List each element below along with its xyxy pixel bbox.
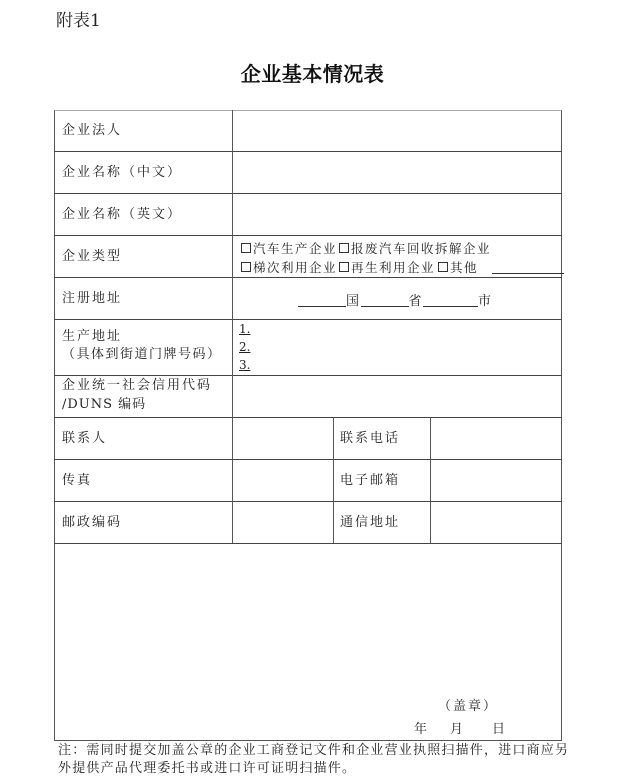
legal-person-label: 企业法人	[62, 123, 123, 138]
row-divider	[54, 375, 562, 376]
city-input[interactable]	[423, 294, 478, 307]
postcode-field[interactable]	[234, 503, 332, 542]
seal-year-label: 年	[414, 722, 430, 737]
option-auto-manufacturer[interactable]	[241, 239, 337, 257]
checkbox-icon[interactable]	[241, 262, 251, 272]
appendix-label: 附表1	[56, 11, 101, 31]
option-scrap-dismantling[interactable]	[339, 239, 491, 257]
row-divider	[54, 501, 562, 502]
enterprise-type-label: 企业类型	[62, 249, 123, 264]
option-label: 其他	[450, 260, 479, 275]
footnote: 注：需同时提交加盖公章的企业工商登记文件和企业营业执照扫描件，进口商应另外提供产品代理委托书或进口许可证明扫描件。	[58, 743, 570, 776]
checkbox-icon[interactable]	[241, 243, 251, 253]
option-label: 报废汽车回收拆解企业	[351, 241, 492, 256]
contact-person-field[interactable]	[234, 419, 332, 458]
credit-code-field[interactable]	[234, 377, 560, 416]
province-input[interactable]	[361, 294, 409, 307]
option-label: 再生利用企业	[351, 260, 436, 275]
row-divider	[54, 543, 562, 544]
legal-person-field[interactable]	[234, 112, 560, 150]
name-cn-label: 企业名称（中文）	[62, 165, 183, 180]
row-divider	[54, 193, 562, 194]
row-divider	[54, 277, 562, 278]
postcode-label: 邮政编码	[62, 515, 123, 530]
column-divider	[232, 110, 233, 543]
production-address-hint: （具体到街道门牌号码）	[62, 347, 222, 362]
seal-month-label: 月	[450, 722, 466, 737]
country-input[interactable]	[298, 294, 346, 307]
province-suffix: 省	[408, 294, 424, 309]
seal-day-label: 日	[492, 722, 508, 737]
mailing-address-label: 通信地址	[340, 515, 401, 530]
row-divider	[54, 417, 562, 418]
production-address-item-3[interactable]: 3.	[239, 358, 251, 372]
option-label: 梯次利用企业	[253, 260, 338, 275]
option-cascade-utilization[interactable]	[241, 258, 337, 276]
registered-address-field	[298, 290, 493, 309]
column-divider	[333, 417, 334, 543]
row-divider	[54, 459, 562, 460]
checkbox-icon[interactable]	[339, 262, 349, 272]
enterprise-info-table	[54, 110, 562, 741]
option-label: 汽车生产企业	[253, 241, 338, 256]
email-field[interactable]	[432, 461, 560, 500]
production-address-item-2[interactable]: 2.	[239, 340, 251, 354]
mailing-address-field[interactable]	[432, 503, 560, 542]
column-divider	[430, 417, 431, 543]
fax-label: 传真	[62, 473, 93, 488]
seal-label: （盖章）	[438, 699, 499, 714]
duns-code-label: /DUNS 编码	[62, 397, 147, 412]
other-type-input[interactable]	[492, 261, 564, 274]
option-other[interactable]	[438, 258, 564, 276]
city-suffix: 市	[478, 294, 493, 309]
production-address-label: 生产地址	[62, 329, 123, 344]
fax-field[interactable]	[234, 461, 332, 500]
checkbox-icon[interactable]	[438, 262, 448, 272]
contact-person-label: 联系人	[62, 431, 108, 446]
name-cn-field[interactable]	[234, 153, 560, 192]
contact-phone-field[interactable]	[432, 419, 560, 458]
country-suffix: 国	[346, 294, 361, 309]
row-divider	[54, 151, 562, 152]
name-en-field[interactable]	[234, 195, 560, 234]
row-divider	[54, 235, 562, 236]
page-title: 企业基本情况表	[240, 62, 385, 86]
production-address-item-1[interactable]: 1.	[239, 322, 251, 336]
row-divider	[54, 319, 562, 320]
registered-address-label: 注册地址	[62, 291, 123, 306]
checkbox-icon[interactable]	[339, 243, 349, 253]
name-en-label: 企业名称（英文）	[62, 207, 183, 222]
contact-phone-label: 联系电话	[340, 431, 401, 446]
email-label: 电子邮箱	[340, 473, 401, 488]
option-recycling[interactable]	[339, 258, 435, 276]
credit-code-label: 企业统一社会信用代码	[62, 378, 213, 393]
